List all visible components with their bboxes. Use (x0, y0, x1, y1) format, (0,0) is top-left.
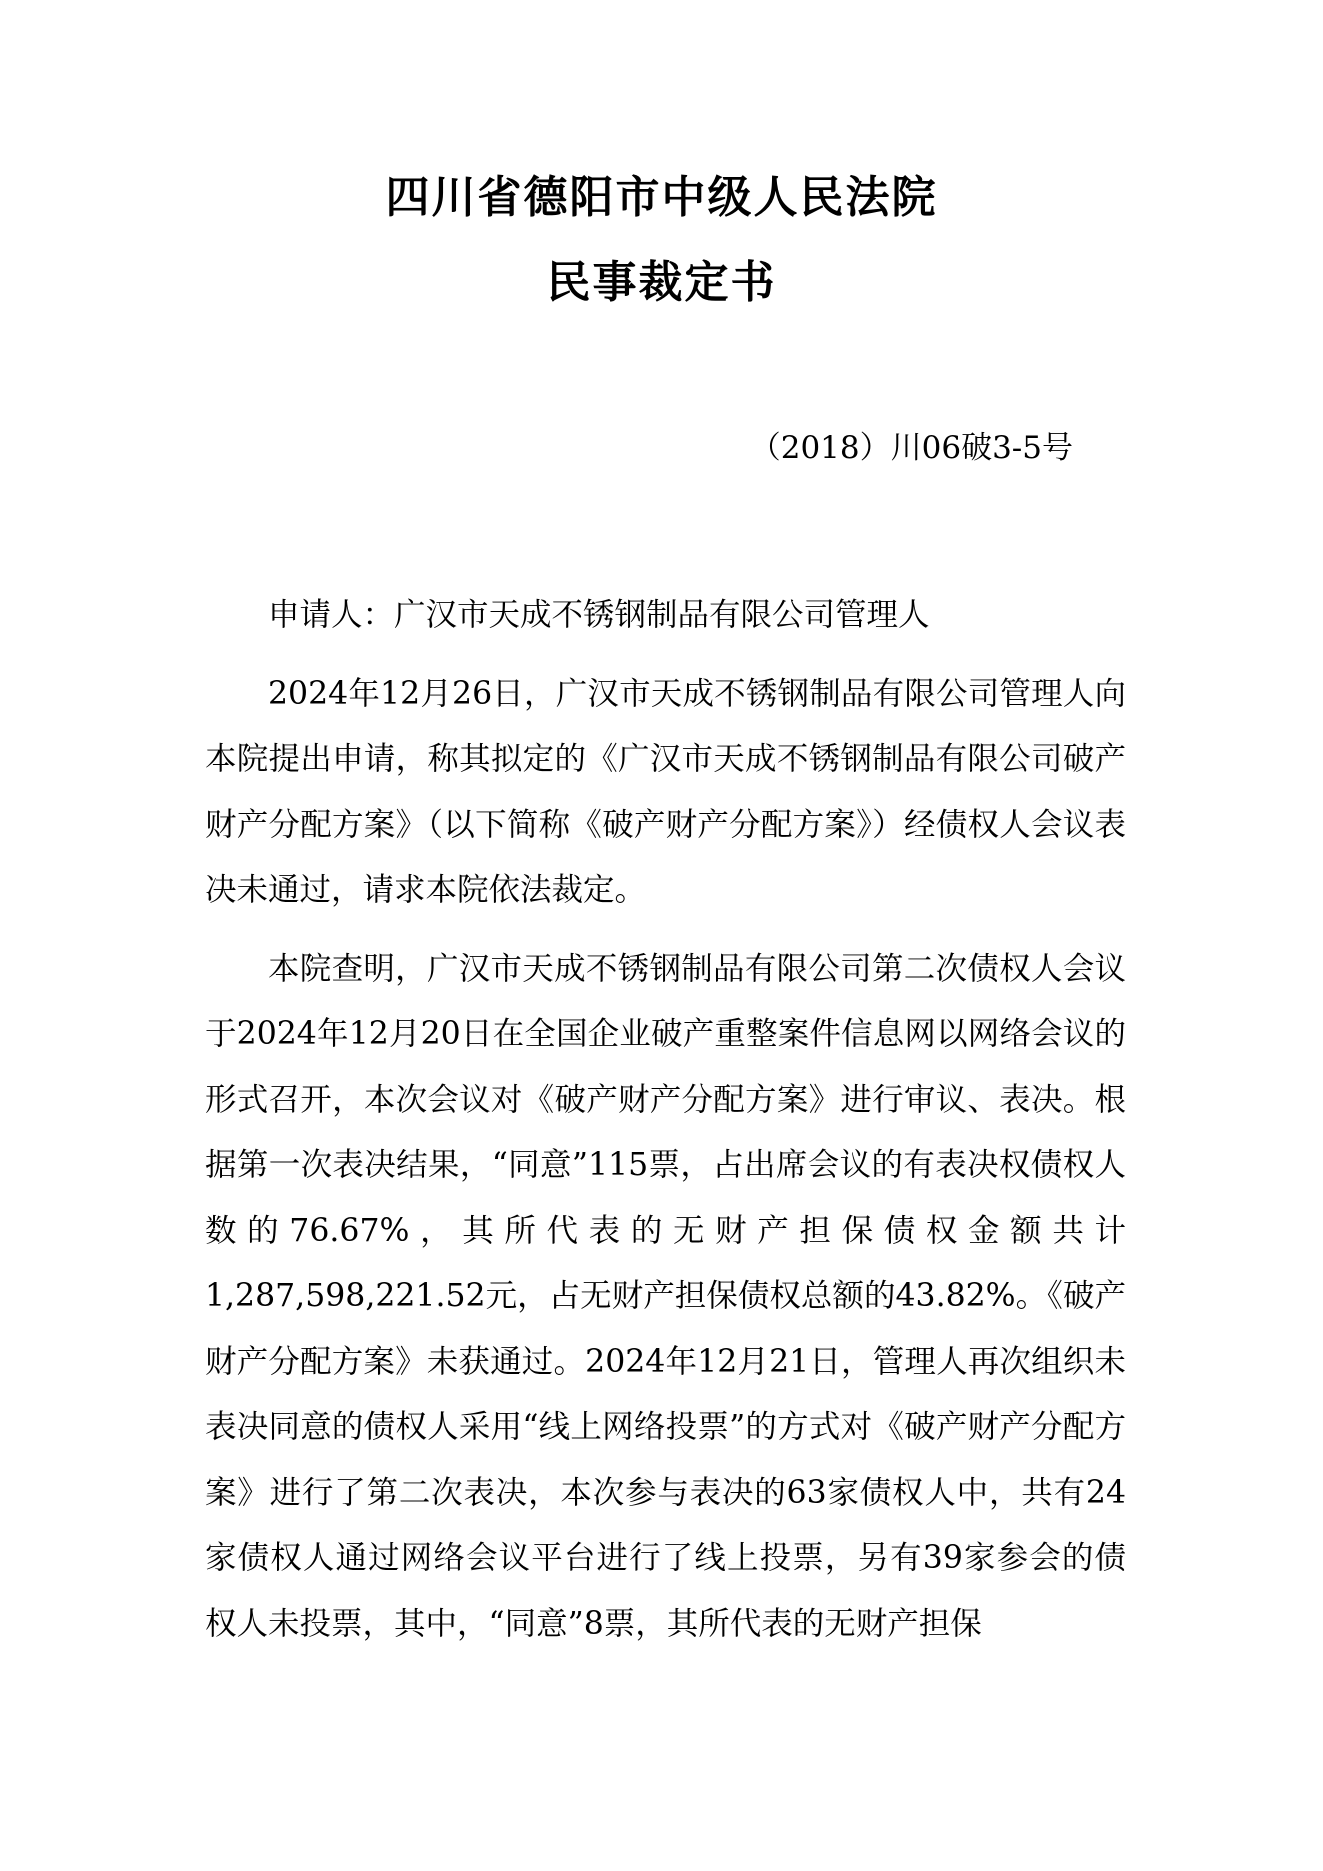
findings-paragraph: 本院查明，广汉市天成不锈钢制品有限公司第二次债权人会议于2024年12月20日在全国企业破产重整案件信息网以网络会议的形式召开，本次会议对《破产财产分配方案》进行审议、表决。根据第一次表决结果，“同意”115票，占出席会议的有表决权债权人数的76.67%，其所代表的无财产担保债权金额共计1,287,598,221.52元，占无财产担保债权总额的43.82%。《破产财产分配方案》未获通过。2024年12月21日，管理人再次组织未表决同意的债权人采用“线上网络投票”的方式对《破产财产分配方案》进行了第二次表决，本次参与表决的63家债权人中，共有24家债权人通过网络会议平台进行了线上投票，另有39家参会的债权人未投票，其中，“同意”8票，其所代表的无财产担保 (205, 950, 1126, 1642)
document-body (205, 583, 1126, 1657)
paragraph-spacer (205, 649, 1126, 662)
case-number: （2018）川06破3-5号 (749, 430, 1073, 466)
paragraph-spacer (205, 924, 1126, 937)
document-type-title: 民事裁定书 (546, 257, 777, 308)
application-paragraph: 2024年12月26日，广汉市天成不锈钢制品有限公司管理人向本院提出申请，称其拟定的《广汉市天成不锈钢制品有限公司破产财产分配方案》（以下简称《破产财产分配方案》）经债权人会议表决未通过，请求本院依法裁定。 (205, 675, 1126, 908)
court-name: 四川省德阳市中级人民法院 (385, 172, 938, 223)
applicant-paragraph: 申请人：广汉市天成不锈钢制品有限公司管理人 (268, 597, 930, 633)
